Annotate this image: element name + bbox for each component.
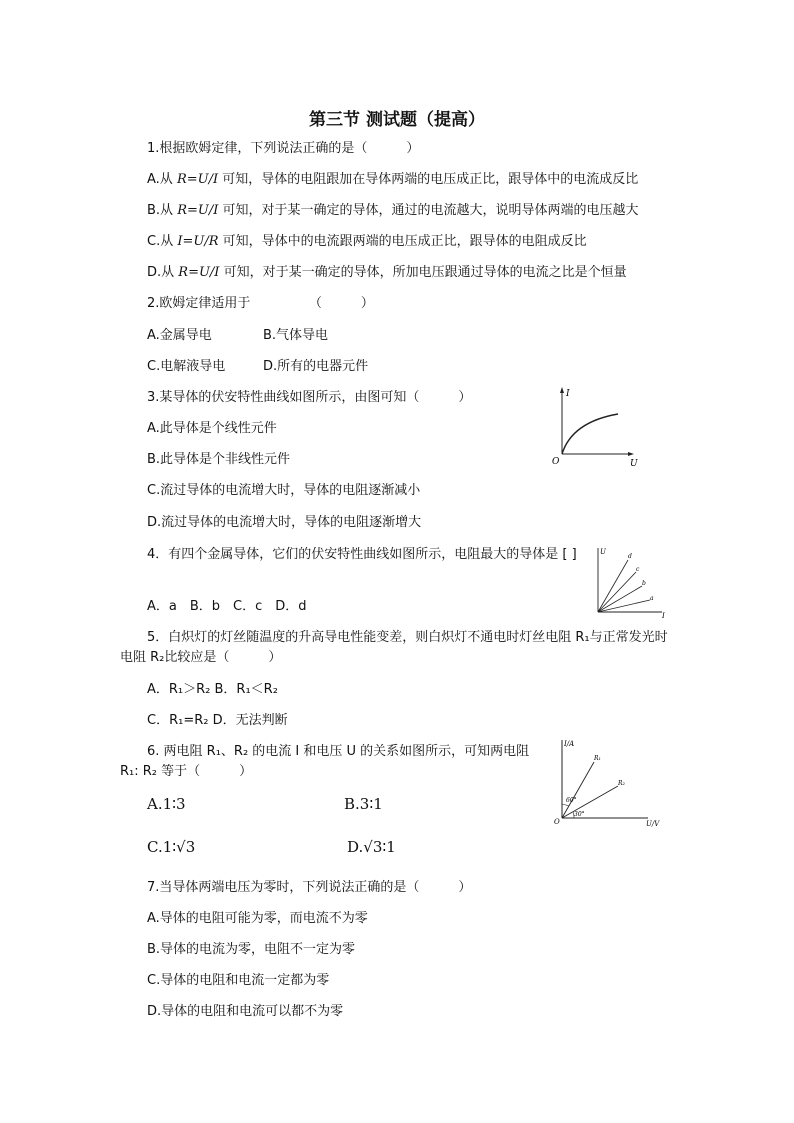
q3-option-d[interactable]: D.流过导体的电流增大时，导体的电阻逐渐增大 [147, 515, 422, 530]
q4-line-c [598, 572, 636, 612]
q4-label-d: d [628, 553, 632, 560]
q7-option-c[interactable]: C.导体的电阻和电流一定都为零 [147, 973, 330, 988]
q3-y-arrow-icon [560, 387, 564, 393]
q3-iv-curve-figure [548, 384, 648, 468]
q5-stem: 5．白炽灯的灯丝随温度的升高导电性能变差，则白炽灯不通电时灯丝电阻 R₁与正常发光时电阻 R₂比较应是（ ） [120, 630, 668, 665]
q4-line-d [598, 560, 628, 612]
q4-line-b [598, 586, 642, 612]
q4-y-label: U [600, 548, 606, 556]
q4-stem: 4．有四个金属导体，它们的伏安特性曲线如图所示，电阻最大的导体是 [ ] [147, 547, 577, 562]
q7-option-d[interactable]: D.导体的电阻和电流可以都不为零 [147, 1004, 344, 1019]
q3-option-a[interactable]: A.此导体是个线性元件 [147, 421, 277, 436]
q3-y-label: I [566, 389, 570, 399]
q4-iv-curves-figure [590, 544, 670, 620]
q6-option-a[interactable]: A.1∶3 [147, 795, 186, 813]
q6-option-c[interactable]: C.1∶√3 [147, 838, 196, 856]
q3-stem: 3.某导体的伏安特性曲线如图所示，由图可知（ ） [147, 390, 472, 405]
q6-angle-30: 30° [574, 811, 585, 818]
q6-x-label: U/V [646, 820, 660, 828]
q6-label-r2: R₂ [618, 780, 625, 787]
q1-stem: 1.根据欧姆定律，下列说法正确的是（ ） [147, 141, 420, 156]
q6-y-label: I/A [564, 740, 575, 748]
q6-option-d[interactable]: D.√3∶1 [347, 838, 396, 856]
q5-options-cd[interactable]: C．R₁=R₂ D．无法判断 [147, 713, 288, 728]
q3-curve [562, 414, 618, 454]
q3-x-label: U [630, 459, 638, 468]
q2-option-a[interactable]: A.金属导电 [147, 328, 212, 343]
q3-option-c[interactable]: C.流过导体的电流增大时，导体的电阻逐渐减小 [147, 483, 421, 498]
q1-option-a[interactable]: A.从 R=U/I 可知，导体的电阻跟加在导体两端的电压成正比，跟导体中的电流成反比 [147, 172, 639, 187]
q1-option-d[interactable]: D.从 R=U/I 可知，对于某一确定的导体，所加电压跟通过导体的电流之比是个恒量 [147, 265, 627, 280]
q2-option-b[interactable]: B.气体导电 [263, 328, 329, 343]
q4-label-b: b [642, 580, 646, 587]
q2-option-d[interactable]: D.所有的电器元件 [263, 359, 369, 374]
q6-origin-label: O [554, 818, 560, 826]
q6-line-r1 [562, 762, 594, 818]
q4-label-a: a [650, 595, 654, 602]
q6-option-b[interactable]: B.3∶1 [344, 795, 383, 813]
q7-option-b[interactable]: B.导体的电流为零，电阻不一定为零 [147, 942, 356, 957]
q6-stem: 6. 两电阻 R₁、R₂ 的电流 I 和电压 U 的关系如图所示，可知两电阻 R₁: R₂ 等于（ ） [120, 744, 530, 779]
page-title: 第三节 测试题（提高） [309, 110, 485, 130]
q6-angle-arc-60 [562, 804, 569, 806]
q3-origin-label: O [552, 457, 560, 467]
q7-option-a[interactable]: A.导体的电阻可能为零，而电流不为零 [147, 911, 368, 926]
q6-angle-60: 60° [566, 797, 577, 804]
q3-x-arrow-icon [628, 452, 634, 456]
q4-options[interactable]: A．a B．b C．c D．d [147, 599, 307, 614]
q6-iv-lines-figure [552, 736, 662, 828]
q4-x-label: I [662, 612, 665, 620]
q4-label-c: c [636, 566, 640, 573]
q2-stem: 2.欧姆定律适用于 （ ） [147, 296, 374, 311]
q7-stem: 7.当导体两端电压为零时，下列说法正确的是（ ） [147, 880, 472, 895]
q2-option-c[interactable]: C.电解液导电 [147, 359, 226, 374]
q4-line-a [598, 600, 650, 612]
q6-label-r1: R₁ [594, 755, 601, 762]
q1-option-c[interactable]: C.从 I=U/R 可知，导体中的电流跟两端的电压成正比，跟导体的电阻成反比 [147, 234, 587, 249]
q3-option-b[interactable]: B.此导体是个非线性元件 [147, 452, 291, 467]
q1-option-b[interactable]: B.从 R=U/I 可知，对于某一确定的导体，通过的电流越大，说明导体两端的电压越大 [147, 203, 639, 218]
q5-options-ab[interactable]: A．R₁＞R₂ B．R₁＜R₂ [147, 682, 278, 697]
